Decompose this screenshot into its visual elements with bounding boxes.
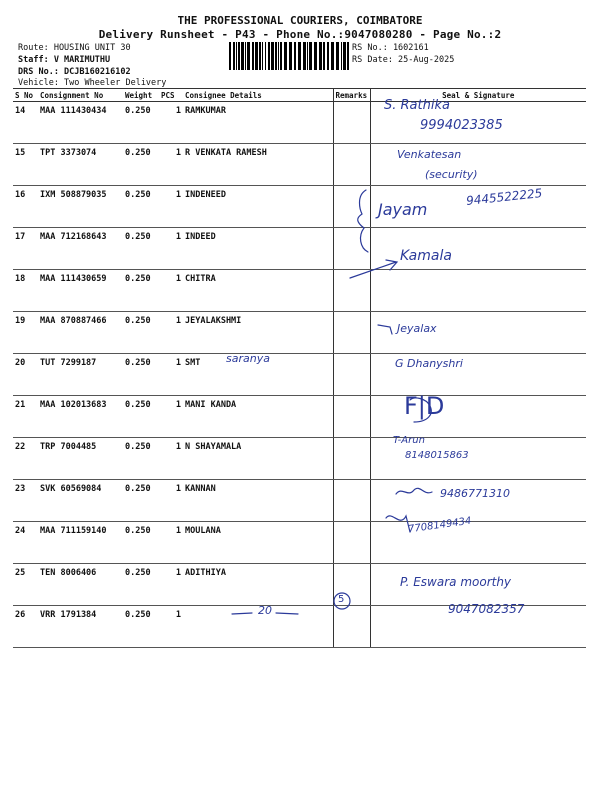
rs-number: RS No.: 1602161: [352, 43, 429, 53]
signature-14a: S. Rathika: [384, 98, 450, 113]
signature-squiggle-23: [396, 488, 432, 494]
cell-pcs: 1: [159, 270, 183, 312]
signature-24: 7708149434: [407, 515, 473, 536]
cell-consignee: CHITRA: [183, 270, 333, 312]
cell-consignee: INDENEED: [183, 186, 333, 228]
signature-22a: T-Arun: [393, 435, 425, 446]
cell-consignment: TUT 7299187: [38, 354, 123, 396]
cell-consignment: MAA 102013683: [38, 396, 123, 438]
cell-weight: 0.250: [123, 522, 159, 564]
cell-consignment: SVK 60569084: [38, 480, 123, 522]
cell-consignee: N SHAYAMALA: [183, 438, 333, 480]
cell-pcs: 1: [159, 522, 183, 564]
bracket-stroke: [358, 190, 368, 252]
cell-pcs: 1: [159, 396, 183, 438]
cell-consignment: MAA 111430659: [38, 270, 123, 312]
cell-weight: 0.250: [123, 480, 159, 522]
col-header-signature: Seal & Signature: [370, 89, 586, 102]
signature-20a: saranya: [226, 352, 270, 365]
cell-sno: 26: [13, 606, 38, 648]
cell-sno: 20: [13, 354, 38, 396]
cell-pcs: 1: [159, 354, 183, 396]
cell-weight: 0.250: [123, 564, 159, 606]
cell-consignment: VRR 1791384: [38, 606, 123, 648]
cell-consignment: TEN 8006406: [38, 564, 123, 606]
cell-sno: 19: [13, 312, 38, 354]
cell-consignment: TPT 3373074: [38, 144, 123, 186]
cell-sno: 15: [13, 144, 38, 186]
check-stroke: [378, 325, 392, 334]
cell-sno: 21: [13, 396, 38, 438]
cell-sno: 16: [13, 186, 38, 228]
cell-consignment: IXM 508879035: [38, 186, 123, 228]
cell-weight: 0.250: [123, 354, 159, 396]
signature-squiggle-24: [386, 516, 410, 532]
signature-18: Kamala: [400, 248, 452, 264]
cell-weight: 0.250: [123, 438, 159, 480]
cell-sno: 17: [13, 228, 38, 270]
signature-23: 9486771310: [440, 487, 510, 500]
cell-consignee: R VENKATA RAMESH: [183, 144, 333, 186]
cell-consignment: MAA 111430434: [38, 102, 123, 144]
cell-weight: 0.250: [123, 144, 159, 186]
cell-consignee: SMT: [183, 354, 333, 396]
arrow-stroke: [350, 260, 397, 278]
cell-consignee: INDEED: [183, 228, 333, 270]
signature-16a: Jayam: [378, 200, 428, 219]
vehicle-label: Vehicle: Two Wheeler Delivery: [18, 78, 167, 88]
cell-sno: 18: [13, 270, 38, 312]
cell-consignee: JEYALAKSHMI: [183, 312, 333, 354]
col-header-pcs: PCS: [159, 89, 183, 102]
cell-sno: 22: [13, 438, 38, 480]
cell-pcs: 1: [159, 564, 183, 606]
cell-consignee: ADITHIYA: [183, 564, 333, 606]
signature-25b: 9047082357: [448, 602, 525, 616]
runsheet-subtitle: Delivery Runsheet - P43 - Phone No.:9047080280 - Page No.:2: [98, 28, 502, 41]
cell-weight: 0.250: [123, 312, 159, 354]
signature-26b: 5: [338, 594, 345, 605]
cell-consignee: KANNAN: [183, 480, 333, 522]
cell-consignee: MOULANA: [183, 522, 333, 564]
cell-consignee: MANI KANDA: [183, 396, 333, 438]
cell-consignee: RAMKUMAR: [183, 102, 333, 144]
cell-weight: 0.250: [123, 270, 159, 312]
route-label: Route: HOUSING UNIT 30: [18, 43, 131, 53]
cell-consignment: TRP 7004485: [38, 438, 123, 480]
cell-sno: 25: [13, 564, 38, 606]
cell-pcs: 1: [159, 312, 183, 354]
signature-15b: (security): [425, 168, 478, 181]
cell-pcs: 1: [159, 186, 183, 228]
col-header-consignment: Consignment No: [38, 89, 123, 102]
cell-sno: 24: [13, 522, 38, 564]
cell-pcs: 1: [159, 228, 183, 270]
signature-22b: 8148015863: [405, 450, 469, 461]
cell-weight: 0.250: [123, 228, 159, 270]
cell-consignment: MAA 870887466: [38, 312, 123, 354]
cell-weight: 0.250: [123, 186, 159, 228]
col-header-weight: Weight: [123, 89, 159, 102]
page-title: THE PROFESSIONAL COURIERS, COIMBATORE: [177, 14, 423, 27]
cell-sno: 14: [13, 102, 38, 144]
signature-26a: 20: [258, 604, 272, 617]
cell-consignment: MAA 711159140: [38, 522, 123, 564]
cell-weight: 0.250: [123, 396, 159, 438]
signature-21: F|D: [404, 392, 445, 420]
signature-14b: 9994023385: [420, 118, 503, 133]
staff-label: Staff: V MARIMUTHU: [18, 55, 111, 65]
col-header-consignee: Consignee Details: [183, 89, 333, 102]
rs-date: RS Date: 25-Aug-2025: [352, 55, 455, 65]
cell-consignment: MAA 712168643: [38, 228, 123, 270]
signature-25a: P. Eswara moorthy: [400, 575, 512, 589]
cell-pcs: 1: [159, 144, 183, 186]
col-header-remarks: Remarks: [333, 89, 370, 102]
cell-pcs: 1: [159, 606, 183, 648]
signature-16b: 9445522225: [465, 186, 543, 208]
cell-weight: 0.250: [123, 102, 159, 144]
cell-pcs: 1: [159, 102, 183, 144]
cell-sno: 23: [13, 480, 38, 522]
cell-pcs: 1: [159, 480, 183, 522]
cell-weight: 0.250: [123, 606, 159, 648]
signature-20b: G Dhanyshri: [395, 357, 463, 370]
signature-15a: Venkatesan: [397, 148, 462, 161]
col-header-sno: S No: [13, 89, 38, 102]
drs-number: DRS No.: DCJB160216102: [18, 67, 131, 77]
signature-19: Jeyalax: [397, 322, 437, 335]
cell-pcs: 1: [159, 438, 183, 480]
